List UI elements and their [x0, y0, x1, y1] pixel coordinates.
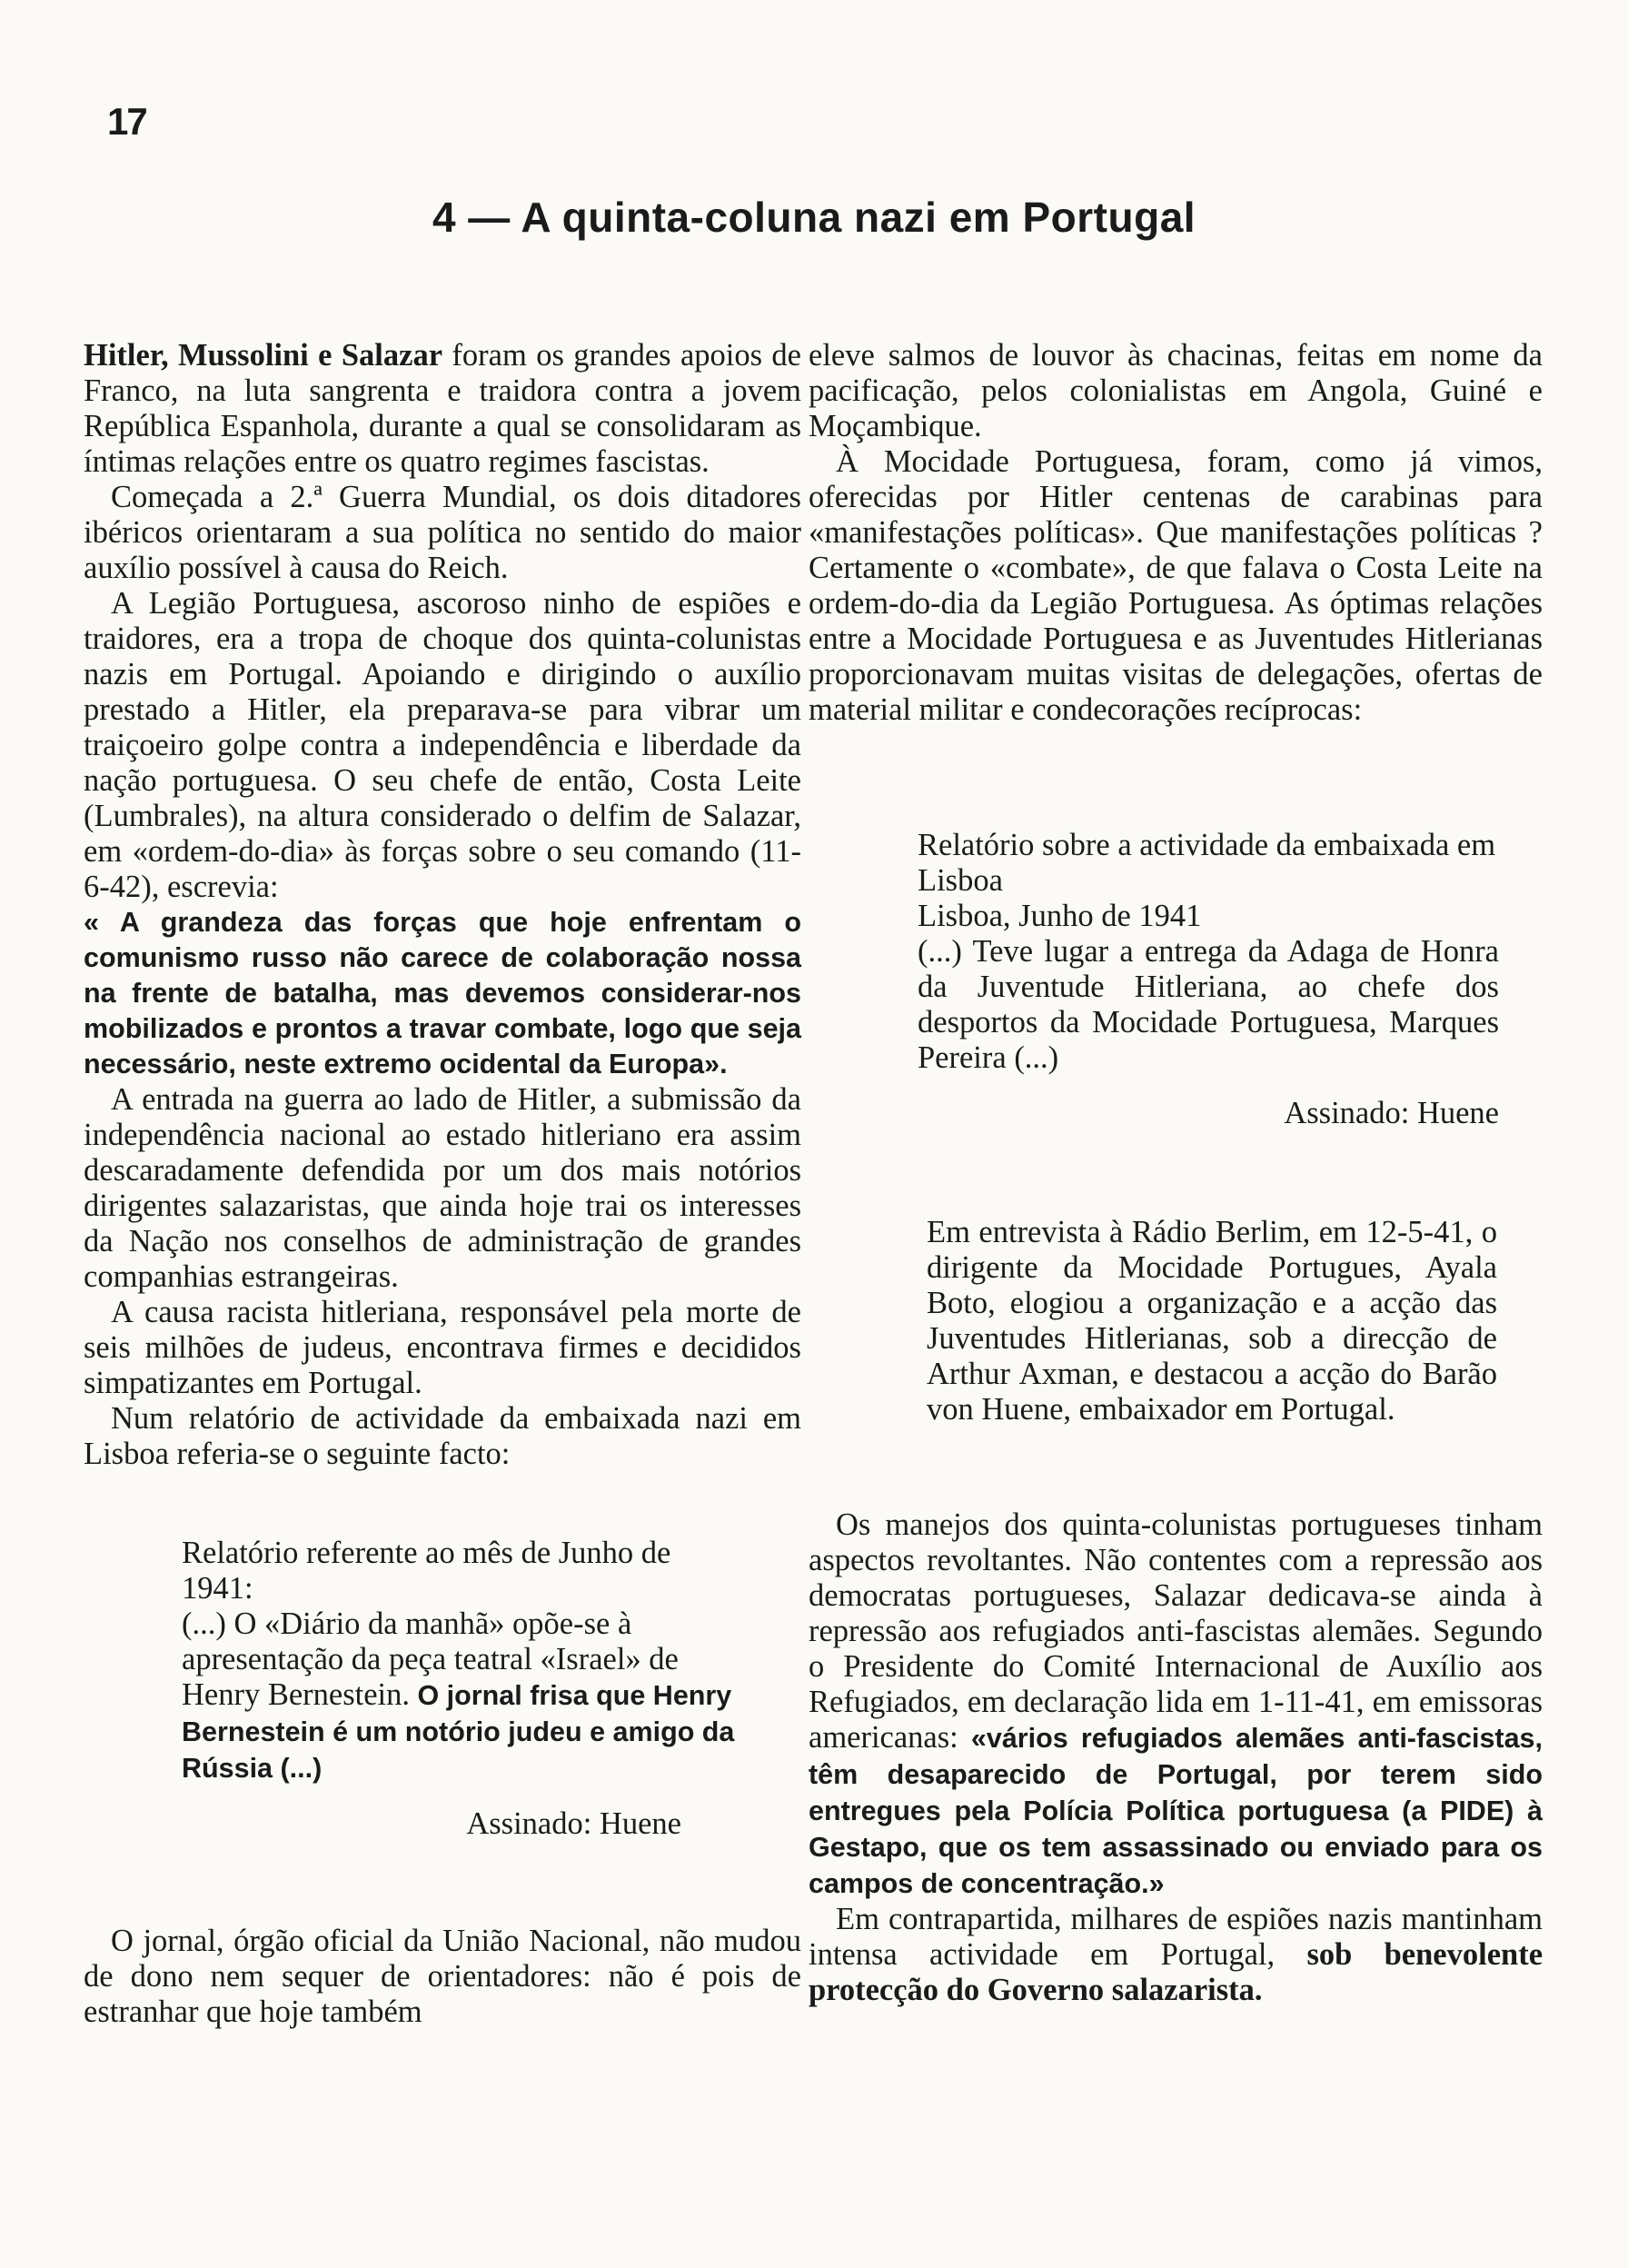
paragraph: À Mocidade Portuguesa, foram, como já vimos, oferecidas por Hitler centenas de carabinas para «manifestações políticas». Que manifestações políticas ? Certamente o «combate», de que falava o Costa Leite na ordem-do-dia da Legião Portuguesa. As óptimas relações entre a Mocidade Portuguesa e as Juventudes Hitlerianas proporcionavam muitas visitas de delegações, ofertas de material militar e condecorações recíprocas: — [809, 444, 1543, 727]
paragraph: Em entrevista à Rádio Berlim, em 12-5-41, o dirigente da Mocidade Portugues, Ayala Boto, elogiou a organização e a acção das Juventudes Hitlerianas, sob a direcção de Arthur Axman, e destacou a acção do Barão von Huene, embaixador em Portugal. — [927, 1215, 1497, 1427]
paragraph: A causa racista hitleriana, responsável pela morte de seis milhões de judeus, encontrava firmes e decididos simpatizantes em Portugal. — [84, 1295, 801, 1400]
quote-block: « A grandeza das forças que hoje enfrentam o comunismo russo não carece de colaboração nossa na frente de batalha, mas devemos considerar-nos mobilizados e prontos a travar combate, logo que seja necessário, neste extremo ocidental da Europa». — [84, 907, 801, 1079]
paragraph-text: Em contrapartida, milhares de espiões nazis mantinham intensa actividade em Portugal, — [809, 1902, 1543, 1972]
report-excerpt — [182, 1536, 736, 1842]
report-excerpt — [918, 828, 1499, 1131]
paragraph: Num relatório de actividade da embaixada nazi em Lisboa referia-se o seguinte facto: — [84, 1401, 801, 1471]
report-text-b: O jornal frisa que Henry Bernestein é um notório judeu e amigo da Rússia (...) — [182, 1680, 735, 1784]
paragraph-text: foram os grandes apoios de Franco, na luta sangrenta e traidora contra a jovem República Espanhola, durante a qual se consolidaram as íntimas relações entre os quatro regimes fascistas. — [84, 338, 801, 479]
report-heading: Relatório referente ao mês de Junho de 1941: — [182, 1536, 671, 1606]
report-signature: Assinado: Huene — [1284, 1096, 1499, 1130]
paragraph — [809, 1507, 1543, 1902]
paragraph-text: O jornal, órgão oficial da União Nacional, não mudou de dono nem sequer de orientadores: não é pois de estranhar que hoje também — [84, 1924, 801, 2029]
chapter-title: 4 — A quinta-coluna nazi em Portugal — [432, 194, 1196, 241]
paragraph — [84, 1924, 801, 2030]
paragraph: eleve salmos de louvor às chacinas, feitas em nome da pacificação, pelos colonialistas em Angola, Guiné e Moçambique. — [809, 338, 1543, 443]
report-heading: Relatório sobre a actividade da embaixada em Lisboa — [918, 828, 1496, 898]
report-text — [182, 1606, 736, 1786]
quote-inline: «vários refugiados alemães anti-fascistas, têm desaparecido de Portugal, por terem sido entregues pela Polícia Política portuguesa (a PIDE) à Gestapo, que os tem assassinado ou enviado para os campos de concentração.» — [809, 1723, 1543, 1899]
paragraph: Começada a 2.ª Guerra Mundial, os dois ditadores ibéricos orientaram a sua política no sentido do maior auxílio possível à causa do Reich. — [84, 480, 801, 585]
page-number: 17 — [107, 100, 146, 143]
paragraph: A Legião Portuguesa, ascoroso ninho de espiões e traidores, era a tropa de choque dos quinta-colunistas nazis em Portugal. Apoiando e dirigindo o auxílio prestado a Hitler, ela preparava-se para vibrar um traiçoeiro golpe contra a independência e liberdade da nação portuguesa. O seu chefe de então, Costa Leite (Lumbrales), na altura considerado o delfim de Salazar, em «ordem-do-dia» às forças sobre o seu comando (11-6-42), escrevia: — [84, 586, 801, 904]
report-signature: Assinado: Huene — [466, 1806, 681, 1841]
paragraph — [84, 338, 801, 480]
paragraph — [809, 1902, 1543, 2008]
paragraph-text-bold: sob benevolente protecção do Governo salazarista. — [809, 1937, 1544, 2007]
left-column — [84, 338, 801, 2030]
report-text-a: (...) O «Diário da manhã» opõe-se à apresentação da peça teatral «Israel» de Henry Bernestein. — [182, 1606, 679, 1712]
paragraph-text: Os manejos dos quinta-colunistas portugueses tinham aspectos revoltantes. Não contentes com a repressão aos democratas portugueses, Salazar dedicava-se ainda à repressão aos refugiados anti-fascistas alemães. Segundo o Presidente do Comité Internacional de Auxílio aos Refugiados, em declaração lida em 1-11-41, em emissoras americanas: — [809, 1507, 1543, 1755]
lead-names: Hitler, Mussolini e Salazar — [84, 338, 443, 373]
report-date: Lisboa, Junho de 1941 — [918, 899, 1202, 933]
right-column — [809, 338, 1543, 2008]
interview-block — [927, 1215, 1497, 1427]
paragraph: A entrada na guerra ao lado de Hitler, a submissão da independência nacional ao estado hitleriano era assim descaradamente defendida por um dos mais notórios dirigentes salazaristas, que ainda hoje trai os interesses da Nação nos conselhos de administração de grandes companhias estrangeiras. — [84, 1082, 801, 1294]
report-text: (...) Teve lugar a entrega da Adaga de Honra da Juventude Hitleriana, ao chefe dos desportos da Mocidade Portuguesa, Marques Pereira (...) — [918, 934, 1499, 1075]
